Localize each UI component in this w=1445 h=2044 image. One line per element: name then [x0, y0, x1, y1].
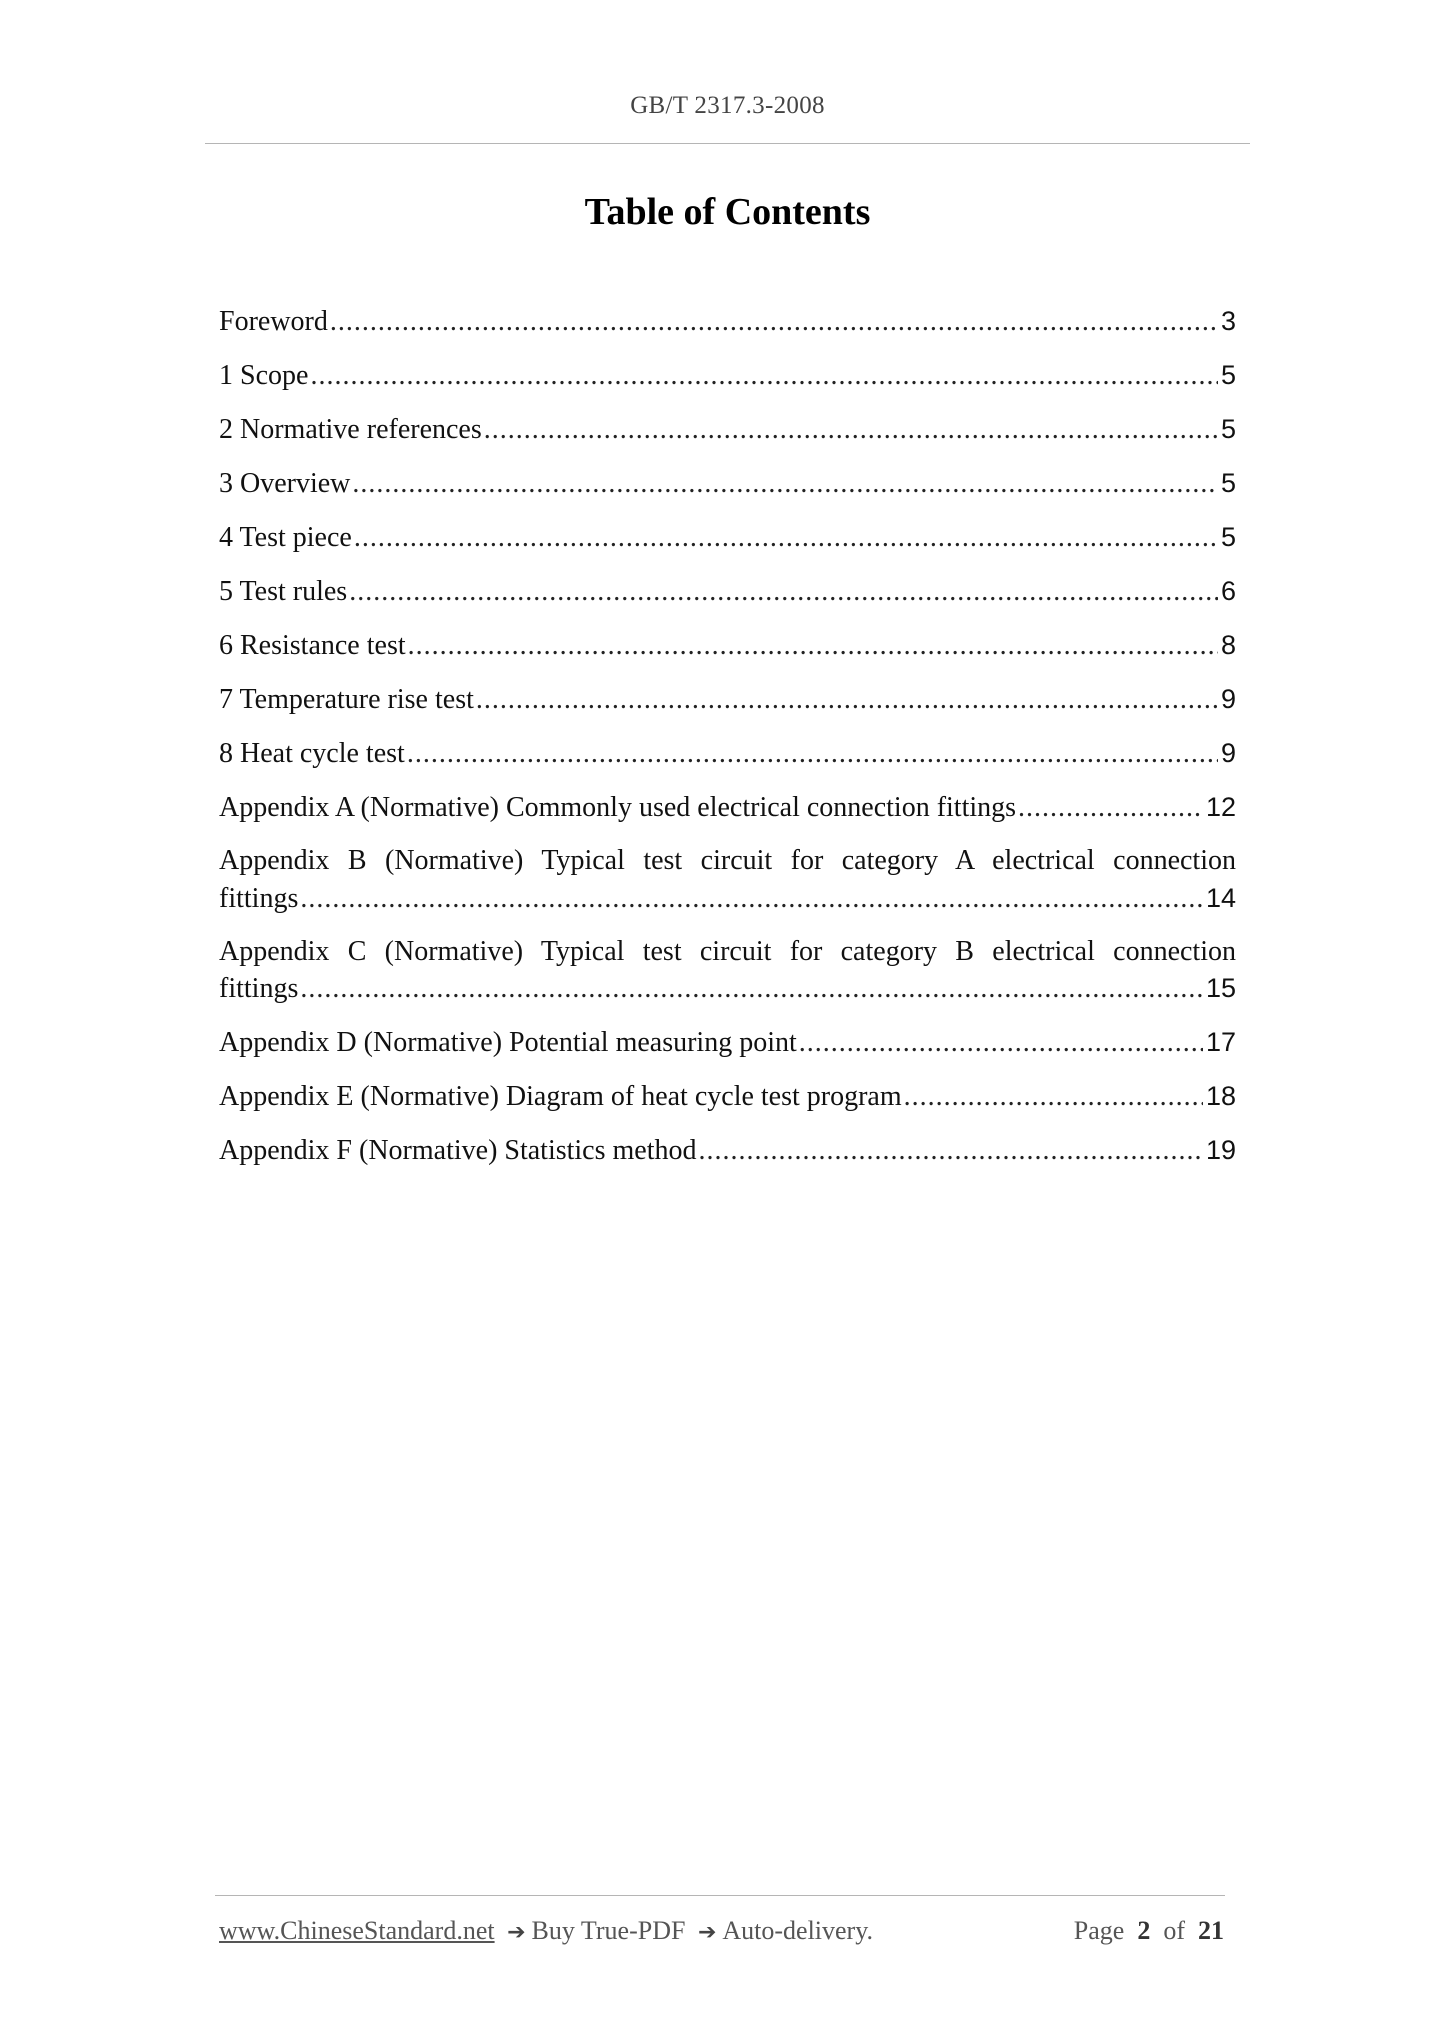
- website-link[interactable]: www.ChineseStandard.net: [219, 1916, 495, 1945]
- toc-entry-normative-references[interactable]: [219, 411, 1236, 449]
- toc-page-number: 5: [1220, 468, 1236, 498]
- toc-label: 8 Heat cycle test: [219, 738, 405, 769]
- toc-page-number: 15: [1205, 973, 1236, 1003]
- toc-entry-appendix-c[interactable]: [219, 934, 1236, 1008]
- toc-leader-dots: [699, 1133, 1203, 1170]
- total-page-count: 21: [1198, 1916, 1224, 1945]
- toc-leader-dots: [408, 628, 1218, 665]
- toc-label: Appendix A (Normative) Commonly used electrical connection fittings: [219, 792, 1017, 823]
- header-divider: [205, 143, 1250, 144]
- toc-page-number: 19: [1205, 1135, 1236, 1165]
- toc-leader-dots: [476, 682, 1218, 719]
- toc-page-number: 6: [1220, 576, 1236, 606]
- toc-entry-heat-cycle-test[interactable]: [219, 735, 1236, 773]
- toc-entry-appendix-b[interactable]: [219, 843, 1236, 917]
- page-word: Page: [1073, 1916, 1125, 1945]
- toc-entry-appendix-e[interactable]: [219, 1078, 1236, 1116]
- toc-entry-resistance-test[interactable]: [219, 627, 1236, 665]
- toc-page-number: 3: [1220, 306, 1236, 336]
- right-arrow-icon: ➔: [507, 1920, 526, 1945]
- page-indicator: [1074, 1916, 1224, 1946]
- toc-leader-dots: [799, 1025, 1203, 1062]
- toc-label: 5 Test rules: [219, 576, 348, 607]
- toc-leader-dots: [484, 412, 1218, 449]
- toc-entry-scope[interactable]: [219, 357, 1236, 395]
- page-title: Table of Contents: [584, 191, 871, 233]
- toc-page-number: 5: [1220, 522, 1236, 552]
- toc-label: 2 Normative references: [219, 414, 482, 445]
- toc-page-number: 8: [1220, 630, 1236, 660]
- toc-entry-appendix-a[interactable]: [219, 789, 1236, 827]
- toc-label: 6 Resistance test: [219, 630, 406, 661]
- right-arrow-icon: ➔: [697, 1920, 717, 1945]
- toc-leader-dots: [904, 1079, 1203, 1116]
- toc-label-line1: Appendix C (Normative) Typical test circuit for category B electrical connection: [219, 935, 1236, 967]
- toc-leader-dots: [352, 466, 1218, 503]
- toc-leader-dots: [330, 304, 1218, 341]
- toc-leader-dots: [354, 520, 1218, 557]
- toc-entry-foreword[interactable]: [219, 303, 1236, 341]
- toc-entry-test-rules[interactable]: [219, 573, 1236, 611]
- toc-label: 1 Scope: [219, 360, 309, 391]
- toc-leader-dots: [310, 358, 1218, 395]
- toc-label: Appendix F (Normative) Statistics method: [219, 1135, 697, 1166]
- toc-entry-temperature-rise-test[interactable]: [219, 681, 1236, 719]
- toc-page-number: 14: [1205, 882, 1236, 913]
- toc-leader-dots: [349, 574, 1218, 611]
- toc-entry-appendix-f[interactable]: [219, 1132, 1236, 1170]
- toc-page-number: 18: [1205, 1081, 1236, 1111]
- toc-label: Foreword: [219, 306, 328, 337]
- toc-label: fittings: [219, 882, 299, 914]
- document-code-header: GB/T 2317.3-2008: [630, 92, 825, 119]
- toc-leader-dots: [1018, 790, 1203, 827]
- toc-page-number: 5: [1220, 414, 1236, 444]
- toc-leader-dots: [300, 971, 1203, 1008]
- toc-label-line1: Appendix B (Normative) Typical test circuit for category A electrical connection: [219, 845, 1236, 876]
- of-word: of: [1163, 1916, 1185, 1945]
- toc-entry-test-piece[interactable]: [219, 519, 1236, 557]
- toc-label: 3 Overview: [219, 468, 351, 499]
- toc-page-number: 5: [1220, 360, 1236, 390]
- toc-label: fittings: [219, 973, 299, 1004]
- toc-entry-appendix-d[interactable]: [219, 1024, 1236, 1062]
- toc-label: Appendix D (Normative) Potential measuring point: [219, 1027, 797, 1058]
- toc-label: 7 Temperature rise test: [219, 684, 474, 715]
- toc-page-number: 9: [1220, 684, 1236, 714]
- toc-label: Appendix E (Normative) Diagram of heat cycle test program: [219, 1081, 902, 1112]
- toc-leader-dots: [407, 736, 1218, 773]
- toc-label: 4 Test piece: [219, 522, 352, 553]
- toc-page-number: 9: [1220, 738, 1236, 768]
- auto-delivery-text: Auto-delivery.: [722, 1916, 874, 1945]
- current-page-number: 2: [1137, 1916, 1151, 1945]
- toc-page-number: 12: [1205, 792, 1236, 822]
- toc-entry-overview[interactable]: [219, 465, 1236, 503]
- toc-leader-dots: [300, 881, 1203, 918]
- footer-divider: [215, 1895, 1225, 1896]
- buy-true-pdf-text: Buy True-PDF: [531, 1916, 686, 1945]
- table-of-contents: [219, 303, 1236, 1186]
- toc-page-number: 17: [1205, 1027, 1236, 1057]
- footer-promo: [219, 1916, 873, 1946]
